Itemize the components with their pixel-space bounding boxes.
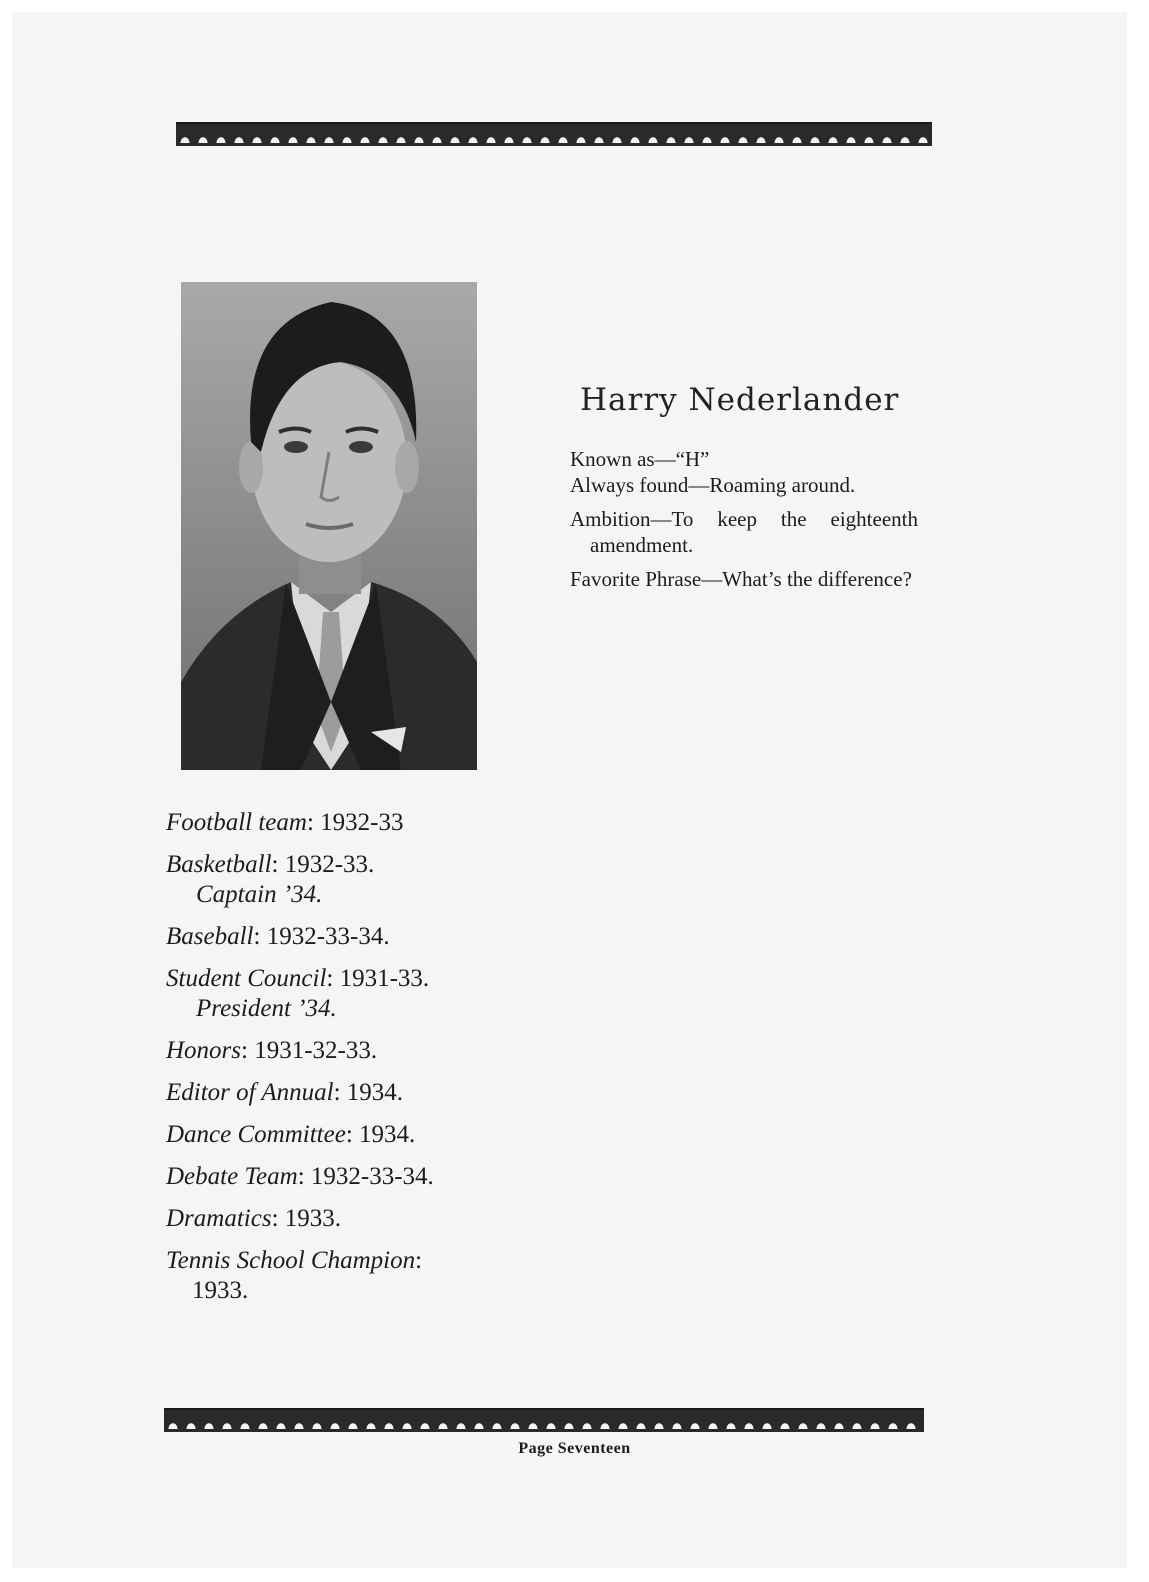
page-number: Page Seventeen — [518, 1440, 631, 1457]
activity-item: Honors: 1931-32-33. — [166, 1037, 378, 1064]
activity-item: Football team: 1932-33 — [166, 809, 404, 836]
known-as-line: Known as—“H” — [570, 447, 710, 471]
student-portrait-photo — [181, 282, 477, 770]
activity-item: Basketball: 1932-33. Captain ’34. — [166, 851, 375, 908]
always-found-line: Always found—Roaming around. — [570, 473, 856, 497]
activity-item: Baseball: 1932-33-34. — [166, 923, 390, 950]
activity-item: Dance Committee: 1934. — [166, 1121, 416, 1148]
student-info — [570, 446, 918, 600]
activity-item: Tennis School Champion: 1933. — [166, 1247, 423, 1304]
activity-item: Debate Team: 1932-33-34. — [166, 1163, 434, 1190]
ambition-line: Ambition—To keep the eighteenth amendment. — [570, 507, 918, 557]
activity-item: Student Council: 1931-33. President ’34. — [166, 965, 430, 1022]
yearbook-page — [12, 12, 1127, 1568]
decorative-border-bottom — [164, 1408, 924, 1432]
activity-item: Dramatics: 1933. — [166, 1205, 342, 1232]
decorative-border-top — [176, 122, 932, 146]
student-name: Harry Nederlander — [580, 382, 900, 418]
activities-list — [166, 808, 506, 1318]
favorite-phrase-line: Favorite Phrase—What’s the difference? — [570, 567, 912, 591]
activity-item: Editor of Annual: 1934. — [166, 1079, 404, 1106]
